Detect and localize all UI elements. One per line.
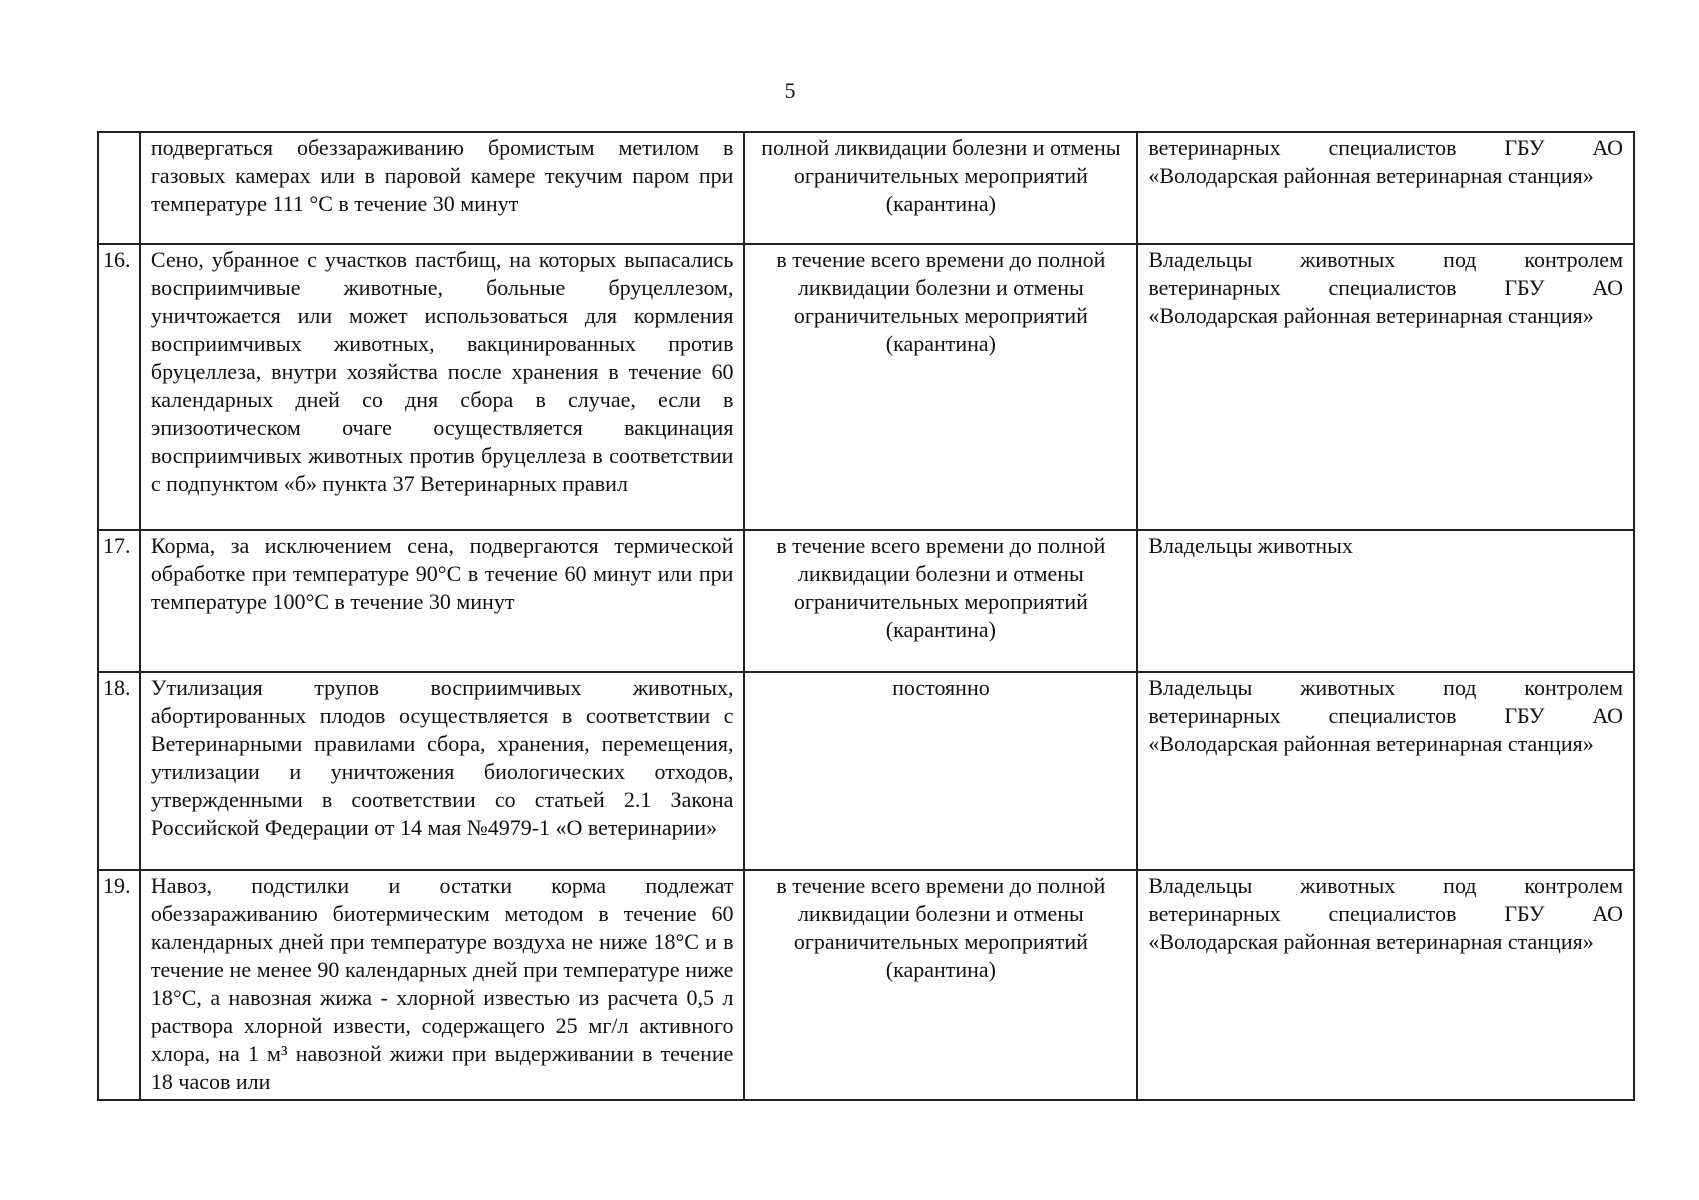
row-number-cell: 17. <box>98 530 140 672</box>
timing-cell: полной ликвидации болезни и отмены ограничительных мероприятий (карантина) <box>744 132 1137 244</box>
responsible-cell: Владельцы животных под контролем ветеринарных специалистов ГБУ АО «Володарская районная ветеринарная станция» <box>1137 672 1634 870</box>
measure-cell: Утилизация трупов восприимчивых животных, абортированных плодов осуществляется в соответствии с Ветеринарными правилами сбора, хранения, перемещения, утилизации и уничтожения биологических отходов, утвержденными в соответствии со статьей 2.1 Закона Российской Федерации от 14 мая №4979-1 «О ветеринарии» <box>140 672 745 870</box>
row-number-cell: 19. <box>98 870 140 1100</box>
row-number-cell: 18. <box>98 672 140 870</box>
timing-cell: постоянно <box>744 672 1137 870</box>
responsible-cell: Владельцы животных под контролем ветеринарных специалистов ГБУ АО «Володарская районная ветеринарная станция» <box>1137 870 1634 1100</box>
timing-cell: в течение всего времени до полной ликвидации болезни и отмены ограничительных мероприятий (карантина) <box>744 530 1137 672</box>
measure-cell: Навоз, подстилки и остатки корма подлежат обеззараживанию биотермическим методом в течение 60 календарных дней при температуре воздуха не ниже 18°С и в течение не менее 90 календарных дней при температуре ниже 18°С, а навозная жижа - хлорной известью из расчета 0,5 л раствора хлорной извести, содержащего 25 мг/л активного хлора, на 1 м³ навозной жижи при выдерживании в течение 18 часов или <box>140 870 745 1100</box>
responsible-cell: Владельцы животных <box>1137 530 1634 672</box>
table-row <box>98 244 1634 530</box>
table-row <box>98 132 1634 244</box>
responsible-cell: ветеринарных специалистов ГБУ АО «Володарская районная ветеринарная станция» <box>1137 132 1634 244</box>
row-number-cell: 16. <box>98 244 140 530</box>
table-row <box>98 870 1634 1100</box>
page-number: 5 <box>784 78 796 103</box>
timing-cell: в течение всего времени до полной ликвидации болезни и отмены ограничительных мероприятий (карантина) <box>744 870 1137 1100</box>
row-number-cell <box>98 132 140 244</box>
responsible-cell: Владельцы животных под контролем ветеринарных специалистов ГБУ АО «Володарская районная ветеринарная станция» <box>1137 244 1634 530</box>
measure-cell: Корма, за исключением сена, подвергаются термической обработке при температуре 90°С в течение 60 минут или при температуре 100°С в течение 30 минут <box>140 530 745 672</box>
timing-cell: в течение всего времени до полной ликвидации болезни и отмены ограничительных мероприятий (карантина) <box>744 244 1137 530</box>
table-row <box>98 530 1634 672</box>
measure-cell: подвергаться обеззараживанию бромистым метилом в газовых камерах или в паровой камере текучим паром при температуре 111 °С в течение 30 минут <box>140 132 745 244</box>
table-row <box>98 672 1634 870</box>
measures-table <box>97 131 1635 1101</box>
measure-cell: Сено, убранное с участков пастбищ, на которых выпасались восприимчивые животные, больные бруцеллезом, уничтожается или может использоваться для кормления восприимчивых животных, вакцинированных против бруцеллеза, внутри хозяйства после хранения в течение 60 календарных дней со дня сбора в случае, если в эпизоотическом очаге осуществляется вакцинация восприимчивых животных против бруцеллеза в соответствии с подпунктом «б» пункта 37 Ветеринарных правил <box>140 244 745 530</box>
